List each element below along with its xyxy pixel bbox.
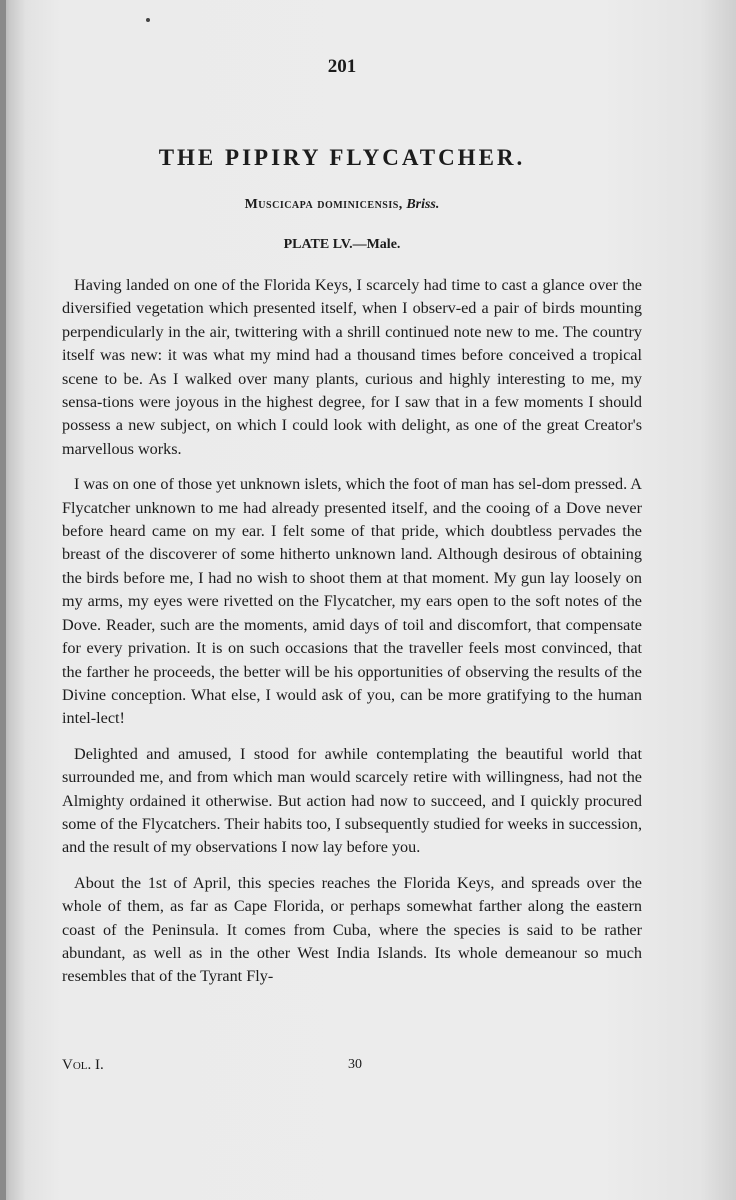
plate-caption: PLATE LV.—Male. — [283, 237, 401, 252]
article-title: THE PIPIRY FLYCATCHER. — [158, 145, 526, 170]
ink-speck — [146, 18, 150, 22]
paragraph-2: I was on one of those yet unknown islets, which the foot of man has sel-dom pressed. A Flycatcher unknown to me had already presented itself, and the cooing of a Dove never before heard came on my ear. I felt some of that pride, which doubtless pervades the breast of the discoverer of some hitherto unknown land. Although desirous of obtaining the birds before me, I had no wish to shoot them at that moment. My gun lay loosely on my arms, my eyes were rivetted on the Flycatcher, my ears open to the soft notes of the Dove. Reader, such are the moments, amid days of toil and discomfort, that compensate for every privation. It is on such occasions that the traveller feels most convinced, that the farther he proceeds, the better will be his opportunities of observing the results of the Divine conception. What else, I would ask of you, can be more gratifying to the human intel-lect! — [62, 475, 642, 728]
scientific-name — [0, 197, 684, 213]
signature-mark: 30 — [348, 1057, 362, 1072]
scientific-genus: Muscicapa dominicensis, — [244, 197, 403, 212]
paragraph-3: Delighted and amused, I stood for awhile contemplating the beautiful world that surrounded me, and from which man would scarcely retire with willingness, had not the Almighty ordained it otherwise. But action had now to succeed, and I quickly procured some of the Flycatchers. Their habits too, I subsequently studied for weeks in succession, and the result of my observations I now lay before you. — [62, 744, 642, 857]
paragraph-4: About the 1st of April, this species reaches the Florida Keys, and spreads over the whole of them, as far as Cape Florida, or perhaps somewhat farther along the eastern coast of the Peninsula. It comes from Cuba, where the species is said to be rather abundant, as well as in the other West India Islands. Its whole demeanour so much resembles that of the Tyrant Fly- — [62, 873, 642, 986]
volume-label: Vol. I. — [62, 1057, 104, 1073]
paragraph-1: Having landed on one of the Florida Keys, I scarcely had time to cast a glance over the diversified vegetation which presented itself, when I observ-ed a pair of birds mounting perpendicularly in the air, twittering with a shrill continued note new to me. The country itself was new: it was what my mind had a thousand times before conceived a tropical scene to be. As I walked over many plants, curious and highly interesting to me, my sensa-tions were joyous in the highest degree, for I saw that in a few moments I should possess a new subject, on which I could look with delight, as one of the great Creator's marvellous works. — [62, 276, 642, 458]
scientific-authority: Briss. — [406, 197, 440, 212]
page-number: 201 — [327, 56, 357, 77]
article-body — [62, 274, 642, 1001]
